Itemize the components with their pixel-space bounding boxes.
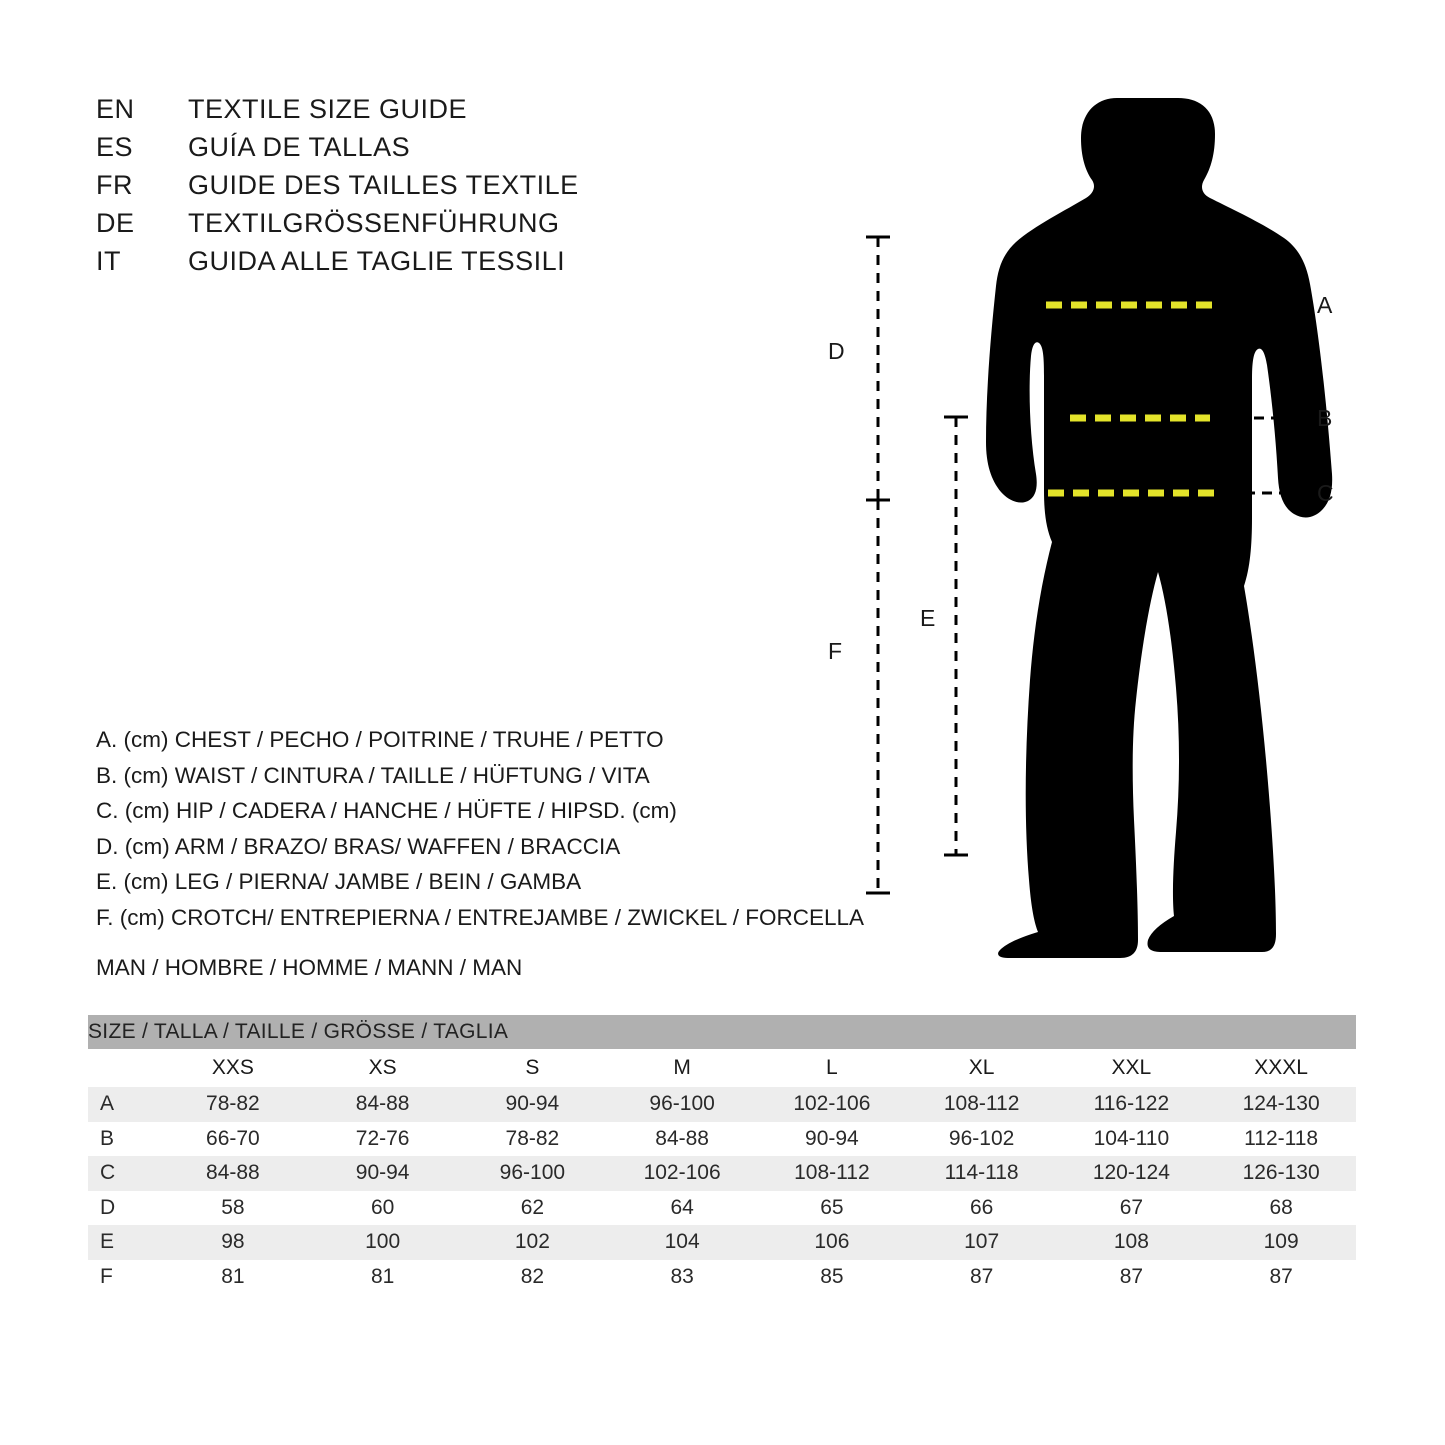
cell-b-xl: 96-102 bbox=[907, 1122, 1057, 1157]
row-label-c: C bbox=[88, 1156, 158, 1191]
cell-d-xxl: 67 bbox=[1057, 1191, 1207, 1226]
label-a: A bbox=[1317, 292, 1333, 318]
cell-c-xxxl: 126-130 bbox=[1206, 1156, 1356, 1191]
title-lang-it: IT bbox=[96, 246, 121, 276]
cell-e-xxs: 98 bbox=[158, 1225, 308, 1260]
title-row-fr bbox=[96, 166, 736, 204]
cell-e-m: 104 bbox=[607, 1225, 757, 1260]
row-label-f: F bbox=[88, 1260, 158, 1295]
cell-e-xxl: 108 bbox=[1057, 1225, 1207, 1260]
cell-c-xxs: 84-88 bbox=[158, 1156, 308, 1191]
cell-c-xxl: 120-124 bbox=[1057, 1156, 1207, 1191]
cell-d-s: 62 bbox=[458, 1191, 608, 1226]
cell-f-xl: 87 bbox=[907, 1260, 1057, 1295]
cell-a-xxxl: 124-130 bbox=[1206, 1087, 1356, 1122]
table-row bbox=[88, 1087, 1356, 1122]
cell-c-s: 96-100 bbox=[458, 1156, 608, 1191]
legend-item-e: E. (cm) LEG / PIERNA/ JAMBE / BEIN / GAMBA bbox=[96, 869, 582, 894]
legend-item-a: A. (cm) CHEST / PECHO / POITRINE / TRUHE / PETTO bbox=[96, 727, 664, 752]
cell-d-xxxl: 68 bbox=[1206, 1191, 1356, 1226]
row-label-b: B bbox=[88, 1122, 158, 1157]
cell-f-xxs: 81 bbox=[158, 1260, 308, 1295]
title-text-it: GUIDA ALLE TAGLIE TESSILI bbox=[188, 246, 566, 276]
title-text-es: GUÍA DE TALLAS bbox=[188, 132, 411, 162]
cell-a-xxl: 116-122 bbox=[1057, 1087, 1207, 1122]
cell-e-l: 106 bbox=[757, 1225, 907, 1260]
title-lang-es: ES bbox=[96, 132, 134, 162]
cell-c-xl: 114-118 bbox=[907, 1156, 1057, 1191]
title-lang-de: DE bbox=[96, 208, 135, 238]
col-header-s: S bbox=[458, 1049, 608, 1087]
cell-b-xxl: 104-110 bbox=[1057, 1122, 1207, 1157]
col-header-m: M bbox=[607, 1049, 757, 1087]
title-text-fr: GUIDE DES TAILLES TEXTILE bbox=[188, 170, 579, 200]
col-header-xxs: XXS bbox=[158, 1049, 308, 1087]
title-text-de: TEXTILGRÖSSENFÜHRUNG bbox=[188, 208, 560, 238]
label-c: C bbox=[1317, 480, 1334, 506]
col-header-xs: XS bbox=[308, 1049, 458, 1087]
cell-e-s: 102 bbox=[458, 1225, 608, 1260]
legend-item-f: F. (cm) CROTCH/ ENTREPIERNA / ENTREJAMBE / ZWICKEL / FORCELLA bbox=[96, 904, 864, 930]
cell-b-l: 90-94 bbox=[757, 1122, 907, 1157]
label-d: D bbox=[828, 338, 845, 364]
table-title: SIZE / TALLA / TAILLE / GRÖSSE / TAGLIA bbox=[88, 1015, 1356, 1049]
cell-b-xxs: 66-70 bbox=[158, 1122, 308, 1157]
row-label-d: D bbox=[88, 1191, 158, 1226]
cell-a-xs: 84-88 bbox=[308, 1087, 458, 1122]
col-header-xl: XL bbox=[907, 1049, 1057, 1087]
table-row bbox=[88, 1191, 1356, 1226]
cell-c-l: 108-112 bbox=[757, 1156, 907, 1191]
label-f: F bbox=[828, 638, 843, 664]
cell-a-m: 96-100 bbox=[607, 1087, 757, 1122]
table-row bbox=[88, 1122, 1356, 1157]
legend-item-d: D. (cm) ARM / BRAZO/ BRAS/ WAFFEN / BRACCIA bbox=[96, 833, 621, 859]
cell-d-xxs: 58 bbox=[158, 1191, 308, 1226]
table-column-header-row bbox=[88, 1049, 1356, 1087]
title-block bbox=[96, 90, 736, 280]
cell-f-l: 85 bbox=[757, 1260, 907, 1295]
silhouette-figure bbox=[820, 60, 1380, 960]
col-header-xxl: XXL bbox=[1057, 1049, 1207, 1087]
cell-a-xl: 108-112 bbox=[907, 1087, 1057, 1122]
cell-e-xs: 100 bbox=[308, 1225, 458, 1260]
row-label-e: E bbox=[88, 1225, 158, 1260]
table-title-row bbox=[88, 1015, 1356, 1049]
title-lang-en: EN bbox=[96, 94, 135, 124]
title-row-it bbox=[96, 242, 736, 280]
cell-a-l: 102-106 bbox=[757, 1087, 907, 1122]
title-row-en bbox=[96, 90, 736, 128]
col-header-xxxl: XXXL bbox=[1206, 1049, 1356, 1087]
table-row bbox=[88, 1225, 1356, 1260]
cell-a-s: 90-94 bbox=[458, 1087, 608, 1122]
cell-d-m: 64 bbox=[607, 1191, 757, 1226]
body-measurement-diagram bbox=[820, 60, 1380, 960]
table-row bbox=[88, 1260, 1356, 1295]
title-row-es bbox=[96, 128, 736, 166]
title-lang-fr: FR bbox=[96, 170, 133, 200]
cell-f-xxl: 87 bbox=[1057, 1260, 1207, 1295]
col-header-l: L bbox=[757, 1049, 907, 1087]
cell-b-m: 84-88 bbox=[607, 1122, 757, 1157]
cell-f-s: 82 bbox=[458, 1260, 608, 1295]
cell-d-xl: 66 bbox=[907, 1191, 1057, 1226]
cell-b-xxxl: 112-118 bbox=[1206, 1122, 1356, 1157]
cell-c-m: 102-106 bbox=[607, 1156, 757, 1191]
cell-f-xxxl: 87 bbox=[1206, 1260, 1356, 1295]
cell-e-xxxl: 109 bbox=[1206, 1225, 1356, 1260]
row-label-a: A bbox=[88, 1087, 158, 1122]
cell-d-xs: 60 bbox=[308, 1191, 458, 1226]
gender-label: MAN / HOMBRE / HOMME / MANN / MAN bbox=[96, 955, 523, 980]
cell-f-xs: 81 bbox=[308, 1260, 458, 1295]
cell-a-xxs: 78-82 bbox=[158, 1087, 308, 1122]
cell-c-xs: 90-94 bbox=[308, 1156, 458, 1191]
size-table-wrap bbox=[88, 1015, 1356, 1294]
table-row bbox=[88, 1156, 1356, 1191]
cell-d-l: 65 bbox=[757, 1191, 907, 1226]
label-e: E bbox=[920, 605, 936, 631]
man-silhouette-icon bbox=[986, 98, 1332, 958]
title-text-en: TEXTILE SIZE GUIDE bbox=[188, 94, 468, 124]
size-table bbox=[88, 1015, 1356, 1294]
label-b: B bbox=[1317, 405, 1333, 431]
legend-item-b: B. (cm) WAIST / CINTURA / TAILLE / HÜFTUNG / VITA bbox=[96, 762, 650, 788]
legend-item-c: C. (cm) HIP / CADERA / HANCHE / HÜFTE / HIPSD. (cm) bbox=[96, 798, 677, 823]
cell-b-s: 78-82 bbox=[458, 1122, 608, 1157]
cell-f-m: 83 bbox=[607, 1260, 757, 1295]
col-header-blank bbox=[88, 1049, 158, 1087]
title-row-de bbox=[96, 204, 736, 242]
cell-b-xs: 72-76 bbox=[308, 1122, 458, 1157]
measurement-legend bbox=[96, 722, 896, 935]
cell-e-xl: 107 bbox=[907, 1225, 1057, 1260]
